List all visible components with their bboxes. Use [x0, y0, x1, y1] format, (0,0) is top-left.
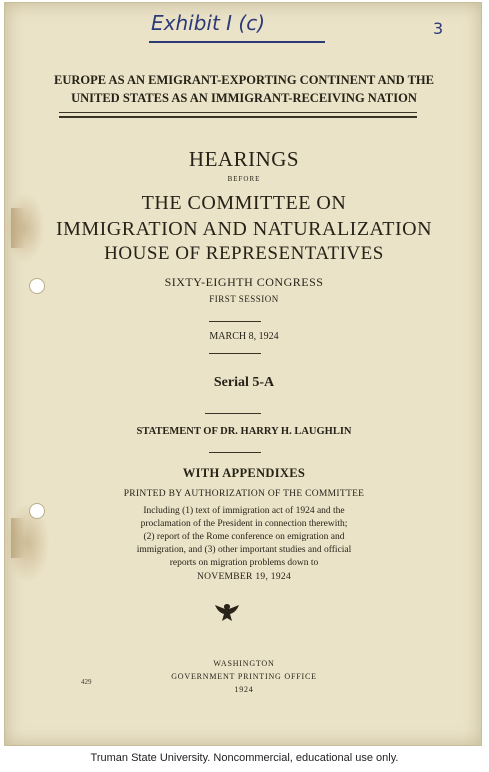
eagle-emblem-icon: [213, 600, 241, 624]
header-rule: [59, 112, 417, 113]
credit-caption: Truman State University. Noncommercial, educational use only.: [90, 752, 399, 764]
session-label: FIRST SESSION: [209, 294, 279, 304]
statement-label: STATEMENT OF DR. HARRY H. LAUGHLIN: [136, 426, 352, 437]
appendix-date-line: NOVEMBER 19, 1924: [196, 572, 292, 582]
committee-line-2: IMMIGRATION AND NATURALIZATION: [55, 218, 433, 240]
appendix-description-line: reports on migration problems down to: [169, 558, 319, 568]
handwritten-exhibit-label: Exhibit I (c): [151, 11, 266, 35]
committee-line-3: HOUSE OF REPRESENTATIVES: [104, 243, 384, 264]
appendix-description-line: Including (1) text of immigration act of 1924 and the: [143, 506, 345, 516]
hearings-title: HEARINGS: [188, 147, 300, 171]
imprint-city: WASHINGTON: [213, 659, 275, 668]
divider-rule: [209, 353, 261, 354]
authorization-line: PRINTED BY AUTHORIZATION OF THE COMMITTEE: [123, 489, 365, 499]
appendix-description-line: immigration, and (3) other important studies and official: [136, 545, 352, 555]
serial-label: Serial 5-A: [213, 375, 275, 390]
header-line-2: UNITED STATES AS AN IMMIGRANT-RECEIVING NATION: [71, 91, 417, 105]
divider-rule: [209, 321, 261, 322]
header-line-1: EUROPE AS AN EMIGRANT-EXPORTING CONTINENT AND THE: [54, 73, 434, 87]
imprint-office: GOVERNMENT PRINTING OFFICE: [171, 672, 317, 681]
imprint-year: 1924: [234, 685, 254, 694]
congress-label: SIXTY-EIGHTH CONGRESS: [164, 275, 324, 289]
handwritten-page-number: 3: [433, 19, 444, 38]
header-rule-double: [59, 116, 417, 118]
document-page: [4, 2, 482, 746]
print-code: 429: [81, 678, 92, 686]
appendixes-heading: WITH APPENDIXES: [182, 466, 306, 480]
committee-line-1: THE COMMITTEE ON: [141, 192, 347, 214]
handwritten-underline: [149, 41, 325, 43]
hearing-date: MARCH 8, 1924: [209, 331, 279, 342]
divider-rule: [205, 413, 261, 414]
appendix-description-line: proclamation of the President in connection therewith;: [140, 519, 348, 529]
before-label: BEFORE: [227, 175, 261, 183]
appendix-description-line: (2) report of the Rome conference on emigration and: [143, 532, 345, 542]
divider-rule: [209, 452, 261, 453]
